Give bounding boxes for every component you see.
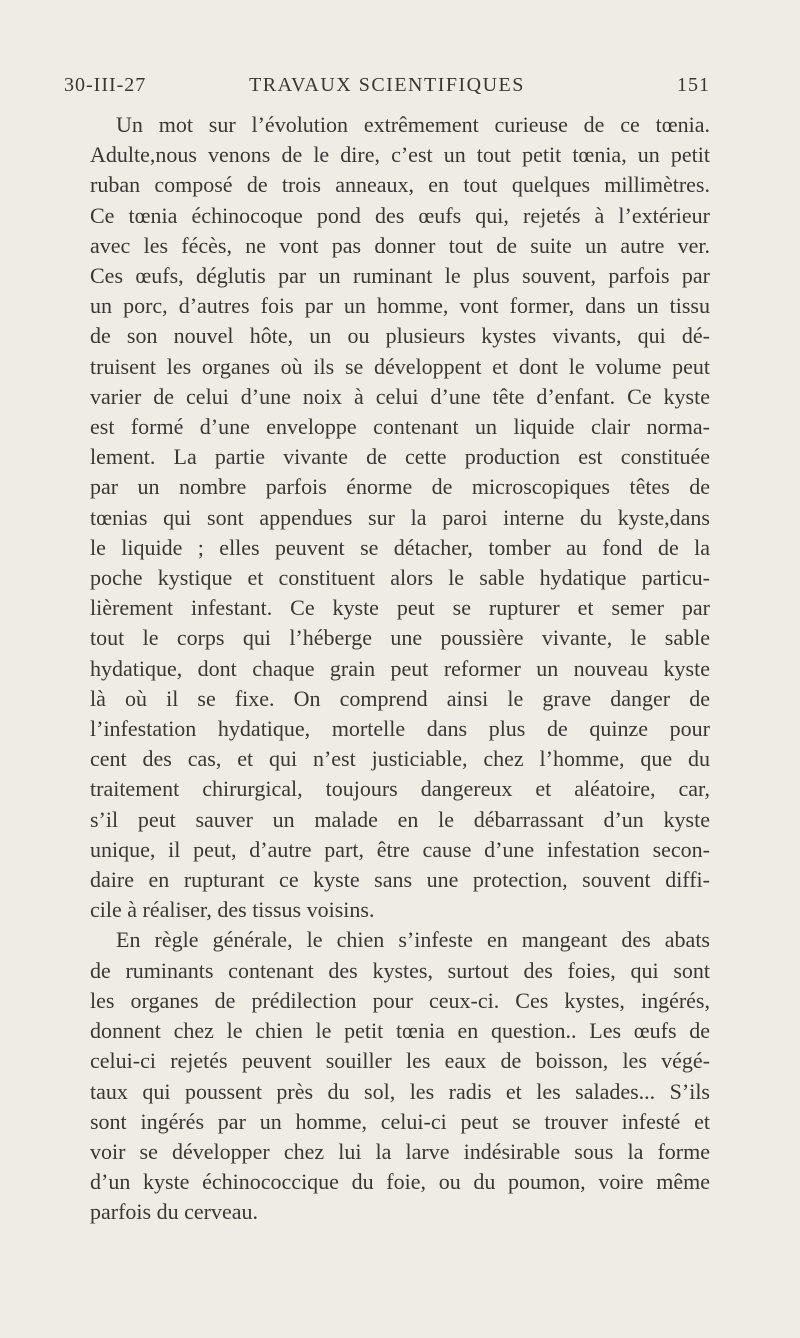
text-line: voir se développer chez lui la larve indésirable sous la forme bbox=[90, 1138, 710, 1164]
text-line: traitement chirurgical, toujours dangereux et aléatoire, car, bbox=[90, 776, 710, 802]
text-line: là où il se fixe. On comprend ainsi le grave danger de bbox=[90, 685, 710, 711]
text-line: avec les fécès, ne vont pas donner tout de suite un autre ver. bbox=[90, 232, 710, 258]
text-line: Ce tœnia échinocoque pond des œufs qui, rejetés à l’extérieur bbox=[90, 202, 710, 228]
text-line: daire en rupturant ce kyste sans une protection, souvent diffi- bbox=[90, 867, 710, 893]
text-line: poche kystique et constituent alors le sable hydatique particu- bbox=[90, 565, 710, 591]
text-line: s’il peut sauver un malade en le débarrassant d’un kyste bbox=[90, 806, 710, 832]
text-line: lement. La partie vivante de cette production est constituée bbox=[90, 444, 710, 470]
text-line: tout le corps qui l’héberge une poussière vivante, le sable bbox=[90, 625, 710, 651]
text-line: taux qui poussent près du sol, les radis et les salades... S’ils bbox=[90, 1078, 710, 1104]
text-line: Adulte,nous venons de le dire, c’est un tout petit tœnia, un petit bbox=[90, 142, 710, 168]
text-line: celui-ci rejetés peuvent souiller les eaux de boisson, les végé- bbox=[90, 1048, 710, 1074]
paragraph-1 bbox=[64, 110, 710, 925]
text-line: Un mot sur l’évolution extrêmement curieuse de ce tœnia. bbox=[116, 112, 710, 137]
text-line: tœnias qui sont appendues sur la paroi interne du kyste,dans bbox=[90, 504, 710, 530]
body-text bbox=[64, 110, 710, 1228]
text-line: sont ingérés par un homme, celui-ci peut se trouver infesté et bbox=[90, 1108, 710, 1134]
text-line: truisent les organes où ils se développent et dont le volume peut bbox=[90, 353, 710, 379]
text-line: Ces œufs, déglutis par un ruminant le plus souvent, parfois par bbox=[90, 263, 710, 289]
text-line: cile à réaliser, des tissus voisins. bbox=[90, 897, 375, 923]
header-date: 30-III-27 bbox=[64, 74, 147, 96]
text-line: varier de celui d’une noix à celui d’une tête d’enfant. Ce kyste bbox=[90, 383, 710, 409]
text-line: de ruminants contenant des kystes, surtout des foies, qui sont bbox=[90, 957, 710, 983]
page-number: 151 bbox=[677, 74, 710, 96]
text-line: de son nouvel hôte, un ou plusieurs kystes vivants, qui dé- bbox=[90, 323, 710, 349]
text-line: par un nombre parfois énorme de microscopiques têtes de bbox=[90, 474, 710, 500]
text-line: l’infestation hydatique, mortelle dans plus de quinze pour bbox=[90, 716, 710, 742]
text-line: les organes de prédilection pour ceux-ci. Ces kystes, ingérés, bbox=[90, 987, 710, 1013]
text-line: ruban composé de trois anneaux, en tout quelques millimètres. bbox=[90, 172, 710, 198]
text-line: unique, il peut, d’autre part, être cause d’une infestation secon- bbox=[90, 836, 710, 862]
text-line: un porc, d’autres fois par un homme, vont former, dans un tissu bbox=[90, 293, 710, 319]
running-head bbox=[64, 74, 710, 104]
text-line: d’un kyste échinococcique du foie, ou du poumon, voire même bbox=[90, 1169, 710, 1195]
header-title: TRAVAUX SCIENTIFIQUES bbox=[249, 74, 525, 96]
text-line: hydatique, dont chaque grain peut reformer un nouveau kyste bbox=[90, 655, 710, 681]
text-line: est formé d’une enveloppe contenant un liquide clair norma- bbox=[90, 414, 710, 440]
text-line: donnent chez le chien le petit tœnia en question.. Les œufs de bbox=[90, 1018, 710, 1044]
text-line: En règle générale, le chien s’infeste en mangeant des abats bbox=[116, 927, 710, 953]
text-line: le liquide ; elles peuvent se détacher, tomber au fond de la bbox=[90, 534, 710, 560]
paragraph-2 bbox=[64, 925, 710, 1227]
text-line: lièrement infestant. Ce kyste peut se rupturer et semer par bbox=[90, 595, 710, 621]
text-line: cent des cas, et qui n’est justiciable, chez l’homme, que du bbox=[90, 746, 710, 772]
text-line: parfois du cerveau. bbox=[90, 1199, 258, 1225]
